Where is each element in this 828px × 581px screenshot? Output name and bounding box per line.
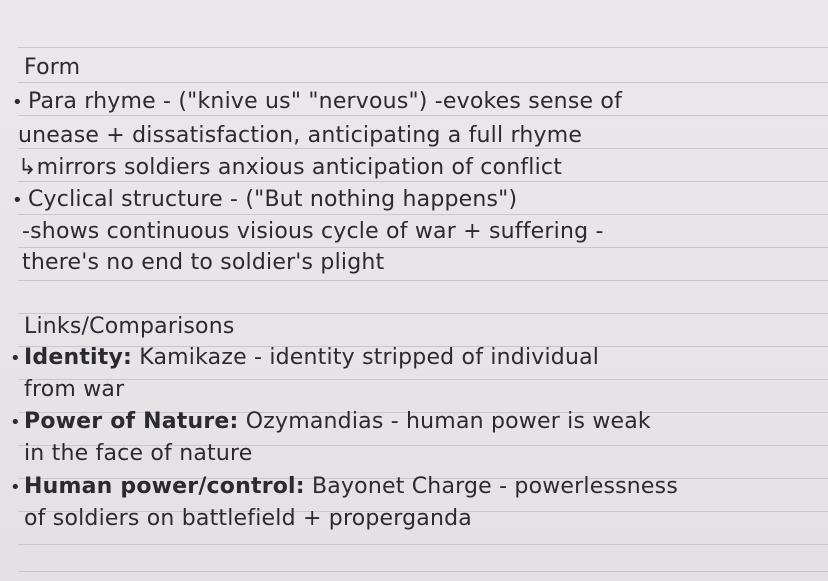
rule-line xyxy=(18,247,828,248)
rule-line xyxy=(18,379,828,380)
comparison-line xyxy=(24,409,651,434)
bullet-dot: • xyxy=(10,477,21,498)
comparison-label: Identity: xyxy=(24,345,133,370)
form-heading: Form xyxy=(24,55,81,80)
form-line: Para rhyme - ("knive us" "nervous") -evokes sense of xyxy=(28,89,623,114)
comparison-line xyxy=(24,474,678,499)
rule-line xyxy=(18,544,828,545)
form-line: ↳mirrors soldiers anxious anticipation of conflict xyxy=(18,155,563,180)
rule-line xyxy=(18,571,828,572)
rule-line xyxy=(18,280,828,281)
comparison-line xyxy=(24,345,599,370)
comparison-line: in the face of nature xyxy=(24,441,253,466)
bullet-dot: • xyxy=(10,348,21,369)
rule-line xyxy=(18,148,828,149)
bullet-dot: • xyxy=(12,190,23,211)
comparison-line: of soldiers on battlefield + properganda xyxy=(24,506,472,531)
rule-line xyxy=(18,181,828,182)
form-line: unease + dissatisfaction, anticipating a full rhyme xyxy=(18,123,583,148)
rule-line xyxy=(18,47,828,48)
comparison-label: Human power/control: xyxy=(24,474,305,499)
form-line: Cyclical structure - ("But nothing happens") xyxy=(28,187,518,212)
comparison-text: Bayonet Charge - powerlessness xyxy=(304,474,678,499)
rule-line xyxy=(18,115,828,116)
links-heading: Links/Comparisons xyxy=(24,314,235,339)
rule-line xyxy=(18,214,828,215)
rule-line xyxy=(18,82,828,83)
bullet-dot: • xyxy=(10,412,21,433)
form-line: there's no end to soldier's plight xyxy=(22,250,385,275)
form-line: -shows continuous visious cycle of war + suffering - xyxy=(22,219,604,244)
comparison-line: from war xyxy=(24,377,125,402)
comparison-label: Power of Nature: xyxy=(24,409,239,434)
comparison-text: Ozymandias - human power is weak xyxy=(238,409,651,434)
bullet-dot: • xyxy=(12,92,23,113)
comparison-text: Kamikaze - identity stripped of individual xyxy=(132,345,600,370)
